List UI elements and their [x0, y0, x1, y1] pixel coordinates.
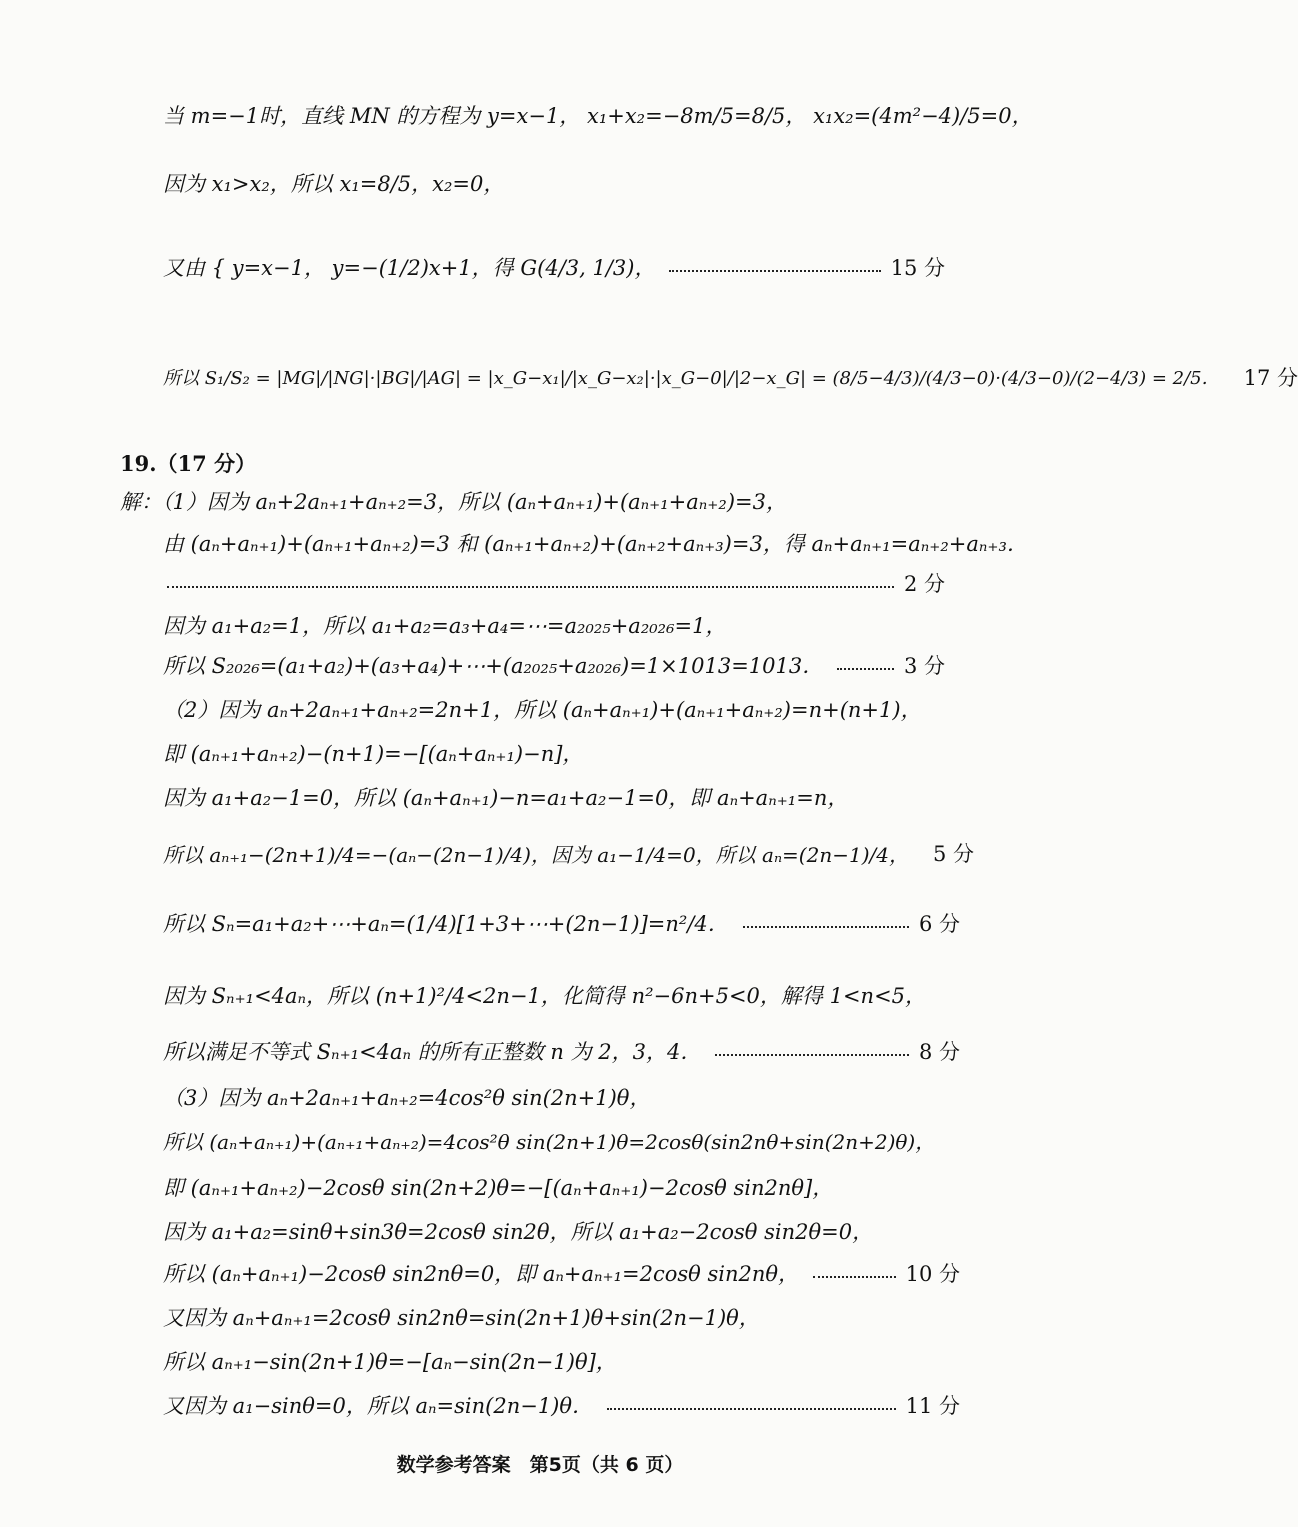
page-footer: 数学参考答案 第5页（共 6 页） — [396, 1454, 684, 1476]
line-text: 因为 a₁+a₂−1=0，所以 (aₙ+aₙ₊₁)−n=a₁+a₂−1=0，即 aₙ+aₙ₊₁=n， — [163, 786, 849, 810]
solution-line-17 — [0, 1036, 1080, 1066]
line-text: 解：（1）因为 aₙ+2aₙ₊₁+aₙ₊₂=3，所以 (aₙ+aₙ₊₁)+(aₙ₊₁+aₙ₊₂)=3， — [120, 490, 787, 514]
score-label: 10 分 — [905, 1262, 960, 1286]
dotted-leader — [837, 668, 894, 670]
score-label: 2 分 — [903, 572, 945, 596]
dotted-leader — [167, 586, 894, 588]
score-label: 17 分 — [1243, 366, 1298, 390]
solution-line-15 — [0, 908, 1080, 938]
solution-line-19 — [0, 1126, 1080, 1155]
score-label: 8 分 — [918, 1040, 960, 1064]
score-label: 11 分 — [905, 1394, 960, 1418]
solution-line-9 — [0, 610, 1080, 640]
solution-line-18 — [0, 1082, 1080, 1112]
solution-line-14 — [0, 838, 1080, 868]
solution-line-11 — [0, 694, 1080, 724]
solution-line-21 — [0, 1216, 1080, 1246]
line-text: 所以 S₁/S₂ = |MG|/|NG|·|BG|/|AG| = |x_G−x₁|/|x_G−x₂|·|x_G−0|/|2−x_G| = (8/5−4/3)/(4/3−0)·(4/3−0)/(2−4/3) = 2/5． — [163, 368, 1220, 389]
line-text: 所以 aₙ₊₁−sin(2n+1)θ=−[aₙ−sin(2n−1)θ]， — [163, 1350, 617, 1374]
solution-line-25 — [0, 1390, 1080, 1420]
line-text: 所以 (aₙ+aₙ₊₁)+(aₙ₊₁+aₙ₊₂)=4cos²θ sin(2n+1)θ=2cosθ(sin2nθ+sin(2n+2)θ)， — [163, 1130, 936, 1154]
line-text: 19.（17 分） — [120, 451, 257, 476]
solution-line-23 — [0, 1302, 1080, 1332]
line-text: （2）因为 aₙ+2aₙ₊₁+aₙ₊₂=2n+1，所以 (aₙ+aₙ₊₁)+(aₙ₊₁+aₙ₊₂)=n+(n+1)， — [163, 698, 922, 722]
line-text: 所以 Sₙ=a₁+a₂+⋯+aₙ=(1/4)[1+3+⋯+(2n−1)]=n²/4． — [163, 912, 729, 936]
score-label: 3 分 — [903, 654, 945, 678]
line-text: 即 (aₙ₊₁+aₙ₊₂)−(n+1)=−[(aₙ+aₙ₊₁)−n]， — [163, 742, 584, 766]
line-text: 又因为 a₁−sinθ=0，所以 aₙ=sin(2n−1)θ． — [163, 1394, 594, 1418]
solution-line-16 — [0, 980, 1080, 1010]
dotted-leader — [743, 926, 909, 928]
dotted-leader — [715, 1054, 909, 1056]
solution-line-7 — [0, 528, 1080, 558]
dotted-leader — [669, 270, 880, 272]
line-text: 所以满足不等式 Sₙ₊₁<4aₙ 的所有正整数 n 为 2，3，4． — [163, 1040, 702, 1064]
solution-line-6 — [0, 486, 1080, 516]
solution-line-10 — [0, 650, 1080, 680]
score-label: 5 分 — [932, 842, 975, 866]
line-text: 所以 (aₙ+aₙ₊₁)−2cosθ sin2nθ=0，即 aₙ+aₙ₊₁=2cosθ sin2nθ， — [163, 1262, 800, 1286]
line-text: 所以 aₙ₊₁−(2n+1)/4=−(aₙ−(2n−1)/4)，因为 a₁−1/4=0，所以 aₙ=(2n−1)/4， — [163, 842, 909, 867]
line-text: 又由 { y=x−1， y=−(1/2)x+1，得 G(4/3, 1/3)， — [163, 256, 656, 280]
solution-line-4 — [0, 362, 1298, 392]
solution-line-22 — [0, 1258, 1080, 1288]
line-text: 因为 a₁+a₂=sinθ+sin3θ=2cosθ sin2θ，所以 a₁+a₂−2cosθ sin2θ=0， — [163, 1220, 874, 1244]
score-label: 15 分 — [890, 256, 945, 280]
solution-line-20 — [0, 1172, 1080, 1202]
line-text: 又因为 aₙ+aₙ₊₁=2cosθ sin2nθ=sin(2n+1)θ+sin(2n−1)θ， — [163, 1306, 760, 1330]
solution-line-8 — [0, 568, 1080, 598]
solution-line-3 — [0, 252, 1080, 282]
line-text: 因为 x₁>x₂，所以 x₁=8/5，x₂=0， — [163, 172, 505, 196]
line-text: 当 m=−1时，直线 MN 的方程为 y=x−1， x₁+x₂=−8m/5=8/5， x₁x₂=(4m²−4)/5=0， — [163, 104, 1033, 128]
solution-line-12 — [0, 738, 1080, 768]
solution-line-1 — [0, 100, 1080, 130]
solution-line-13 — [0, 782, 1080, 812]
line-text: 即 (aₙ₊₁+aₙ₊₂)−2cosθ sin(2n+2)θ=−[(aₙ+aₙ₊₁)−2cosθ sin2nθ]， — [163, 1176, 834, 1200]
problem-19-header — [0, 448, 1080, 478]
line-text: 因为 Sₙ₊₁<4aₙ，所以 (n+1)²/4<2n−1，化简得 n²−6n+5<0，解得 1<n<5， — [163, 984, 927, 1008]
dotted-leader — [607, 1408, 896, 1410]
line-text: 由 (aₙ+aₙ₊₁)+(aₙ₊₁+aₙ₊₂)=3 和 (aₙ₊₁+aₙ₊₂)+(aₙ₊₂+aₙ₊₃)=3，得 aₙ+aₙ₊₁=aₙ₊₂+aₙ₊₃． — [163, 532, 1028, 556]
dotted-leader — [813, 1276, 896, 1278]
solution-line-24 — [0, 1346, 1080, 1376]
line-text: 因为 a₁+a₂=1，所以 a₁+a₂=a₃+a₄=⋯=a₂₀₂₅+a₂₀₂₆=1， — [163, 614, 727, 638]
solution-line-2 — [0, 168, 1080, 198]
score-label: 6 分 — [918, 912, 960, 936]
line-text: 所以 S₂₀₂₆=(a₁+a₂)+(a₃+a₄)+⋯+(a₂₀₂₅+a₂₀₂₆)=1×1013=1013． — [163, 654, 824, 678]
line-text: （3）因为 aₙ+2aₙ₊₁+aₙ₊₂=4cos²θ sin(2n+1)θ， — [163, 1086, 651, 1110]
